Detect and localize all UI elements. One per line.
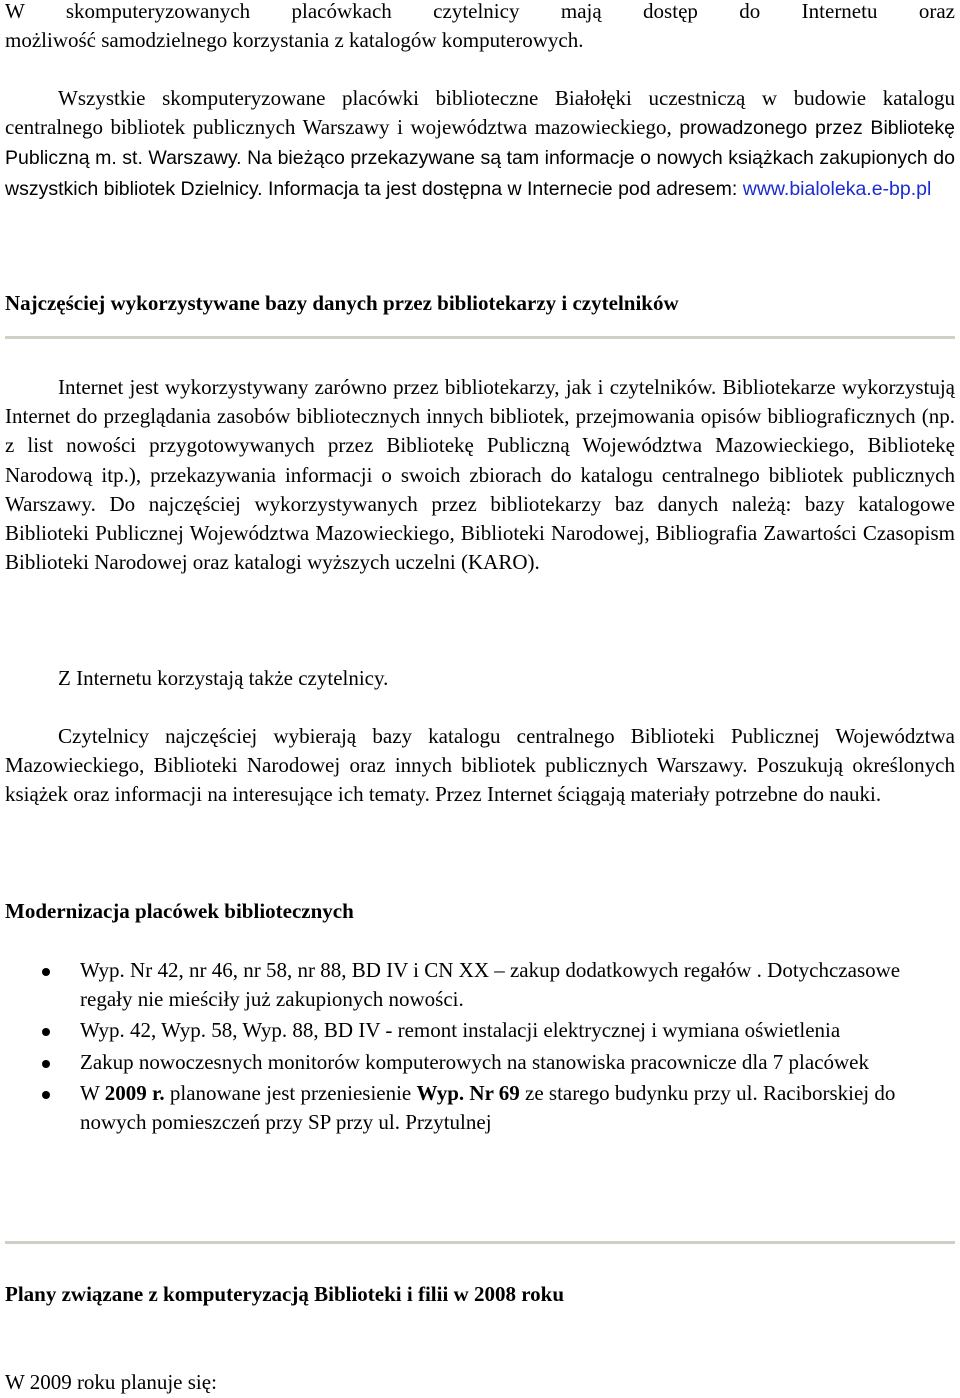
list-item-bold: 2009 r. — [104, 1080, 165, 1105]
section-heading-modernization: Modernizacja placówek bibliotecznych — [5, 899, 354, 923]
paragraph-readers-internet — [5, 664, 955, 693]
section-divider — [5, 336, 955, 339]
paragraph-text: Wszystkie skomputeryzowane placówki biblioteczne Białołęki uczestniczą w budowie katalogu centralnego bibliotek publicznych Warszawy i województwa mazowieckiego, — [5, 86, 955, 140]
list-item-text: W — [80, 1080, 105, 1105]
modernization-list — [5, 956, 955, 1139]
section-divider — [5, 1241, 955, 1244]
paragraph-text: Z Internetu korzystają także czytelnicy. — [58, 666, 389, 690]
list-item-text: Wyp. Nr 42, nr 46, nr 58, nr 88, BD IV i CN XX – zakup dodatkowych regałów . Dotychczasowe regały nie mieściły już zakupionych nowości. — [80, 958, 901, 1012]
list-item-text: ze starego budynku przy ul. Raciborskiej do nowych pomieszczeń przy SP przy ul. Przytulnej — [80, 1080, 896, 1135]
library-website-link[interactable]: www.bialoleka.e-bp.pl — [742, 177, 932, 200]
paragraph-internet-access — [5, 0, 955, 55]
paragraph-text-sans: prowadzonego przez Bibliotekę Publiczną m. st. Warszawy. Na bieżąco przekazywane są tam informacje o nowych książkach zakupionych do wszystkich bibliotek Dzielnicy. Informacja ta jest dostępna w Internecie pod adresem: — [5, 117, 955, 200]
section-heading-databases: Najczęściej wykorzystywane bazy danych przez bibliotekarzy i czytelników — [5, 291, 679, 315]
paragraph-line: możliwość samodzielnego korzystania z katalogów komputerowych. — [5, 28, 584, 53]
bullet-icon — [42, 1091, 50, 1099]
bullet-icon — [42, 968, 50, 976]
paragraph-line: W skomputeryzowanych placówkach czytelnicy mają dostęp do Internetu oraz — [5, 0, 955, 23]
paragraph-text: Internet jest wykorzystywany zarówno przez bibliotekarzy, jak i czytelników. Bibliotekarze wykorzystują Internet do przeglądania zasobów bibliotecznych innych bibliotek, przejmowania opisów bibliograficznych (np. z list nowości przygotowywanych przez Bibliotekę Publiczną Województwa Mazowieckiego, Bibliotekę Narodową itp.), przekazywania informacji o swoich zbiorach do katalogu centralnego bibliotek publicznych Warszawy. Do najczęściej wykorzystywanych przez bibliotekarzy baz danych należą: bazy katalogowe Biblioteki Publicznej Województwa Mazowieckiego, Biblioteki Narodowej, Bibliografia Zawartości Czasopism Biblioteki Narodowej oraz katalogi wyższych uczelni (KARO). — [5, 375, 955, 575]
list-item-text: planowane jest przeniesienie — [164, 1080, 417, 1105]
paragraph-central-catalog — [5, 84, 955, 204]
list-item-text: Wyp. 42, Wyp. 58, Wyp. 88, BD IV - remont instalacji elektrycznej i wymiana oświetlenia — [80, 1018, 841, 1043]
paragraph-librarians-internet — [5, 373, 955, 577]
list-item — [5, 1048, 955, 1077]
paragraph-readers-databases — [5, 722, 955, 810]
paragraph-text: Czytelnicy najczęściej wybierają bazy katalogu centralnego Biblioteki Publicznej Województwa Mazowieckiego, Biblioteki Narodowej oraz innych bibliotek publicznych Warszawy. Poszukują określonych książek oraz informacji na interesujące ich tematy. Przez Internet ściągają materiały potrzebne do nauki. — [5, 724, 955, 807]
bullet-icon — [42, 1060, 50, 1068]
list-item — [5, 1079, 955, 1137]
paragraph-plans-2009: W 2009 roku planuje się: — [5, 1370, 217, 1394]
list-item-bold: Wyp. Nr 69 — [416, 1080, 520, 1105]
list-item-text: Zakup nowoczesnych monitorów komputerowych na stanowiska pracownicze dla 7 placówek — [80, 1049, 870, 1074]
bullet-icon — [42, 1028, 50, 1036]
list-item — [5, 1016, 955, 1045]
list-item — [5, 956, 955, 1014]
section-heading-plans: Plany związane z komputeryzacją Biblioteki i filii w 2008 roku — [5, 1282, 565, 1306]
